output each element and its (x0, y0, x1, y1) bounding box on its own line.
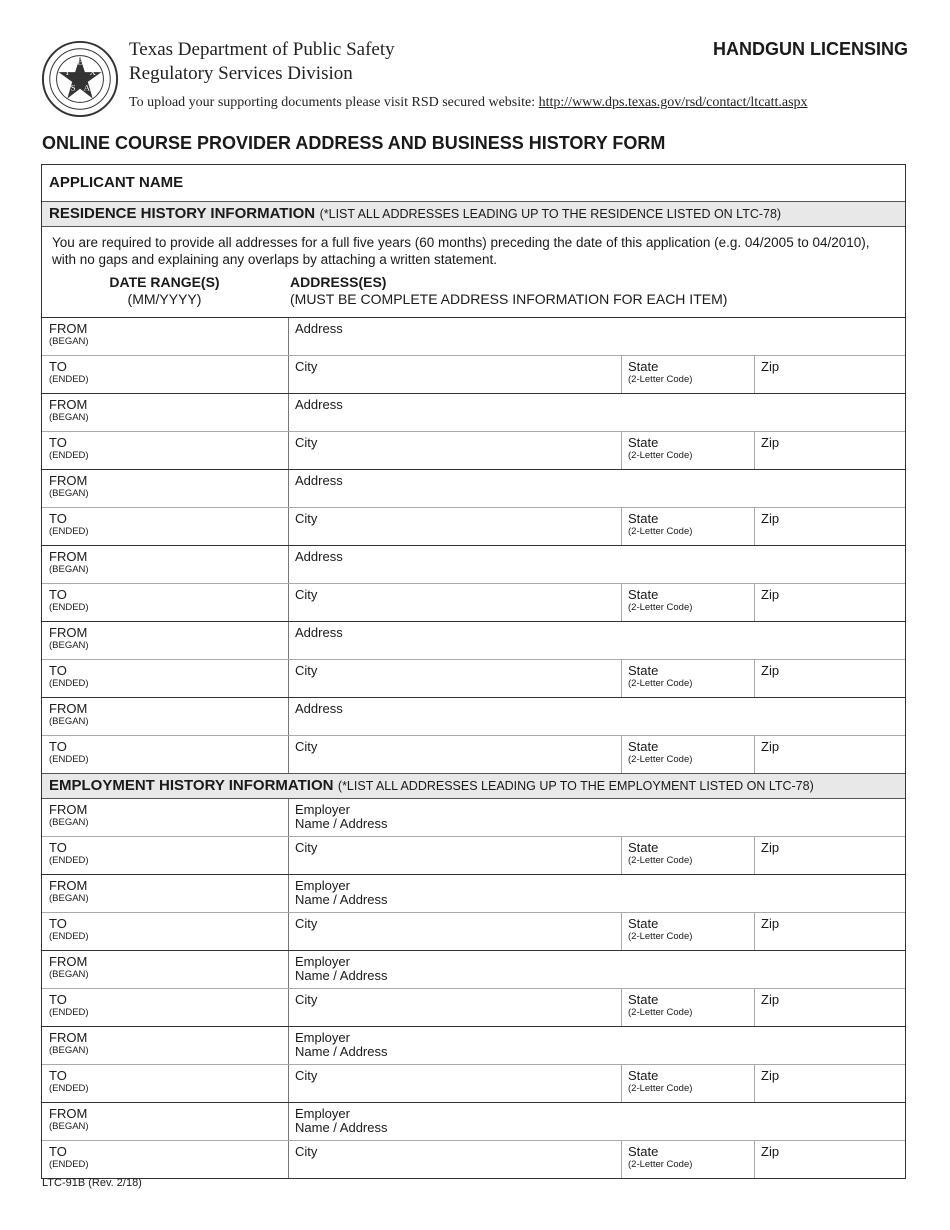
to-row (42, 913, 905, 951)
state-field[interactable] (622, 913, 755, 950)
state-label: State (628, 840, 659, 855)
svg-text:E: E (77, 56, 83, 67)
address-label: Address (295, 625, 343, 640)
employment-rows (42, 799, 905, 1178)
employer-sublabel: Name / Address (295, 1044, 388, 1059)
to-label: TO (49, 916, 67, 931)
state-sublabel: (2-Letter Code) (628, 374, 693, 385)
employer-sublabel: Name / Address (295, 968, 388, 983)
to-sublabel: (ENDED) (49, 1007, 89, 1018)
to-row (42, 736, 905, 774)
city-label: City (295, 435, 318, 450)
employer-field[interactable] (289, 1027, 905, 1064)
employer-label: Employer (295, 1106, 350, 1121)
state-sublabel: (2-Letter Code) (628, 1159, 693, 1170)
employer-field[interactable] (289, 1103, 905, 1140)
history-form (41, 164, 906, 1179)
from-date-field[interactable] (42, 951, 289, 988)
agency-line-1: Texas Department of Public Safety (129, 39, 395, 60)
employer-sublabel: Name / Address (295, 816, 388, 831)
state-sublabel: (2-Letter Code) (628, 1083, 693, 1094)
city-label: City (295, 992, 318, 1007)
zip-label: Zip (761, 916, 780, 931)
to-sublabel: (ENDED) (49, 374, 89, 385)
state-label: State (628, 587, 659, 602)
to-row (42, 508, 905, 546)
employer-label: Employer (295, 878, 350, 893)
city-label: City (295, 1144, 318, 1159)
employer-sublabel: Name / Address (295, 892, 388, 907)
agency-name (129, 38, 395, 86)
from-sublabel: (BEGAN) (49, 969, 89, 980)
from-date-field[interactable] (42, 470, 289, 507)
from-row (42, 1027, 905, 1065)
residence-heading: RESIDENCE HISTORY INFORMATION (49, 205, 316, 222)
from-date-field[interactable] (42, 698, 289, 735)
zip-field[interactable] (755, 989, 905, 1026)
city-label: City (295, 840, 318, 855)
city-label: City (295, 739, 318, 754)
to-date-field[interactable] (42, 989, 289, 1026)
upload-text: To upload your supporting documents please visit RSD secured website: (129, 95, 539, 110)
zip-label: Zip (761, 359, 780, 374)
employment-heading: EMPLOYMENT HISTORY INFORMATION (49, 777, 334, 794)
to-sublabel: (ENDED) (49, 1083, 89, 1094)
from-label: FROM (49, 878, 88, 893)
zip-field[interactable] (755, 913, 905, 950)
to-row (42, 356, 905, 394)
column-headers (42, 269, 905, 318)
address-field[interactable] (289, 546, 905, 583)
from-date-field[interactable] (42, 1103, 289, 1140)
zip-label: Zip (761, 663, 780, 678)
state-label: State (628, 1068, 659, 1083)
city-label: City (295, 587, 318, 602)
residence-rows (42, 318, 905, 774)
svg-text:A: A (83, 82, 90, 93)
to-sublabel: (ENDED) (49, 754, 89, 765)
zip-field[interactable] (755, 584, 905, 621)
zip-field[interactable] (755, 432, 905, 469)
residence-section-header (42, 202, 905, 227)
from-date-field[interactable] (42, 875, 289, 912)
to-label: TO (49, 992, 67, 1007)
to-date-field[interactable] (42, 837, 289, 874)
form-title: ONLINE COURSE PROVIDER ADDRESS AND BUSINESS HISTORY FORM (42, 133, 666, 153)
state-label: State (628, 511, 659, 526)
address-label: Address (295, 549, 343, 564)
address-field[interactable] (289, 622, 905, 659)
city-field[interactable] (289, 989, 622, 1026)
from-label: FROM (49, 954, 88, 969)
state-field[interactable] (622, 1065, 755, 1102)
zip-label: Zip (761, 840, 780, 855)
address-label: Address (295, 397, 343, 412)
zip-label: Zip (761, 1144, 780, 1159)
to-sublabel: (ENDED) (49, 602, 89, 613)
state-sublabel: (2-Letter Code) (628, 602, 693, 613)
svg-text:S: S (70, 82, 76, 93)
residence-instructions: You are required to provide all addresses for a full five years (60 months) preceding the date of this application (e.g. 04/2005 to 04/2010), with no gaps and explaining any overlaps by attaching a written statement. (52, 235, 870, 267)
city-label: City (295, 663, 318, 678)
from-label: FROM (49, 397, 88, 412)
employer-label: Employer (295, 1030, 350, 1045)
from-row (42, 394, 905, 432)
from-date-field[interactable] (42, 318, 289, 355)
employer-label: Employer (295, 802, 350, 817)
to-sublabel: (ENDED) (49, 1159, 89, 1170)
to-label: TO (49, 1068, 67, 1083)
city-field[interactable] (289, 913, 622, 950)
address-title: ADDRESS(ES) (290, 274, 387, 290)
from-sublabel: (BEGAN) (49, 488, 89, 499)
residence-note: (*LIST ALL ADDRESSES LEADING UP TO THE RESIDENCE LISTED ON LTC-78) (319, 207, 782, 221)
address-header (290, 274, 727, 308)
address-subtitle: (MUST BE COMPLETE ADDRESS INFORMATION FOR EACH ITEM) (290, 291, 728, 307)
to-row (42, 837, 905, 875)
state-label: State (628, 739, 659, 754)
to-date-field[interactable] (42, 508, 289, 545)
state-label: State (628, 992, 659, 1007)
to-sublabel: (ENDED) (49, 855, 89, 866)
city-field[interactable] (289, 1141, 622, 1178)
state-label: State (628, 916, 659, 931)
from-label: FROM (49, 473, 88, 488)
zip-label: Zip (761, 435, 780, 450)
from-label: FROM (49, 549, 88, 564)
zip-label: Zip (761, 1068, 780, 1083)
city-label: City (295, 916, 318, 931)
from-sublabel: (BEGAN) (49, 817, 89, 828)
from-date-field[interactable] (42, 622, 289, 659)
state-label: State (628, 1144, 659, 1159)
zip-label: Zip (761, 587, 780, 602)
to-date-field[interactable] (42, 1141, 289, 1178)
employer-label: Employer (295, 954, 350, 969)
city-label: City (295, 1068, 318, 1083)
from-label: FROM (49, 802, 88, 817)
from-sublabel: (BEGAN) (49, 640, 89, 651)
address-label: Address (295, 321, 343, 336)
from-sublabel: (BEGAN) (49, 1121, 89, 1132)
state-field[interactable] (622, 837, 755, 874)
to-label: TO (49, 587, 67, 602)
zip-field[interactable] (755, 660, 905, 697)
program-title: HANDGUN LICENSING (712, 39, 908, 59)
city-field[interactable] (289, 508, 622, 545)
employer-field[interactable] (289, 875, 905, 912)
state-field[interactable] (622, 736, 755, 773)
zip-field[interactable] (755, 508, 905, 545)
to-row (42, 584, 905, 622)
from-sublabel: (BEGAN) (49, 1045, 89, 1056)
state-sublabel: (2-Letter Code) (628, 754, 693, 765)
state-field[interactable] (622, 989, 755, 1026)
state-sublabel: (2-Letter Code) (628, 931, 693, 942)
city-field[interactable] (289, 837, 622, 874)
from-date-field[interactable] (42, 394, 289, 431)
state-sublabel: (2-Letter Code) (628, 450, 693, 461)
zip-field[interactable] (755, 736, 905, 773)
city-field[interactable] (289, 432, 622, 469)
state-field[interactable] (622, 660, 755, 697)
to-sublabel: (ENDED) (49, 450, 89, 461)
to-label: TO (49, 435, 67, 450)
agency-line-2: Regulatory Services Division (129, 63, 353, 84)
from-row (42, 951, 905, 989)
employer-sublabel: Name / Address (295, 1120, 388, 1135)
from-label: FROM (49, 1030, 88, 1045)
to-label: TO (49, 840, 67, 855)
zip-label: Zip (761, 511, 780, 526)
to-date-field[interactable] (42, 736, 289, 773)
form-revision: LTC-91B (Rev. 2/18) (42, 1177, 142, 1189)
applicant-name-field[interactable]: APPLICANT NAME (42, 165, 905, 202)
from-date-field[interactable] (42, 546, 289, 583)
svg-text:T: T (64, 67, 71, 78)
from-row (42, 698, 905, 736)
from-row (42, 470, 905, 508)
to-row (42, 1141, 905, 1178)
date-range-header (42, 274, 287, 308)
to-sublabel: (ENDED) (49, 931, 89, 942)
state-field[interactable] (622, 1141, 755, 1178)
zip-field[interactable] (755, 837, 905, 874)
date-range-title: DATE RANGE(S) (109, 274, 220, 290)
zip-field[interactable] (755, 1141, 905, 1178)
city-field[interactable] (289, 660, 622, 697)
from-sublabel: (BEGAN) (49, 412, 89, 423)
state-label: State (628, 359, 659, 374)
to-row (42, 1065, 905, 1103)
from-row (42, 799, 905, 837)
from-row (42, 318, 905, 356)
zip-label: Zip (761, 739, 780, 754)
state-field[interactable] (622, 508, 755, 545)
state-sublabel: (2-Letter Code) (628, 855, 693, 866)
to-sublabel: (ENDED) (49, 678, 89, 689)
city-label: City (295, 511, 318, 526)
state-field[interactable] (622, 432, 755, 469)
employment-section-header (42, 774, 905, 799)
to-date-field[interactable] (42, 1065, 289, 1102)
from-label: FROM (49, 1106, 88, 1121)
city-field[interactable] (289, 584, 622, 621)
address-label: Address (295, 473, 343, 488)
address-field[interactable] (289, 394, 905, 431)
dps-seal-icon (41, 40, 119, 118)
state-sublabel: (2-Letter Code) (628, 1007, 693, 1018)
to-date-field[interactable] (42, 660, 289, 697)
employer-field[interactable] (289, 799, 905, 836)
zip-field[interactable] (755, 1065, 905, 1102)
from-row (42, 1103, 905, 1141)
from-row (42, 875, 905, 913)
upload-instructions (129, 95, 808, 111)
from-row (42, 622, 905, 660)
address-field[interactable] (289, 318, 905, 355)
to-row (42, 432, 905, 470)
state-sublabel: (2-Letter Code) (628, 526, 693, 537)
address-label: Address (295, 701, 343, 716)
to-label: TO (49, 1144, 67, 1159)
from-sublabel: (BEGAN) (49, 716, 89, 727)
to-date-field[interactable] (42, 584, 289, 621)
city-label: City (295, 359, 318, 374)
from-label: FROM (49, 701, 88, 716)
to-sublabel: (ENDED) (49, 526, 89, 537)
from-label: FROM (49, 625, 88, 640)
employment-note: (*LIST ALL ADDRESSES LEADING UP TO THE EMPLOYMENT LISTED ON LTC-78) (337, 779, 814, 793)
zip-label: Zip (761, 992, 780, 1007)
to-row (42, 989, 905, 1027)
to-label: TO (49, 739, 67, 754)
to-date-field[interactable] (42, 432, 289, 469)
state-label: State (628, 663, 659, 678)
city-field[interactable] (289, 1065, 622, 1102)
from-row (42, 546, 905, 584)
from-sublabel: (BEGAN) (49, 893, 89, 904)
employer-field[interactable] (289, 951, 905, 988)
from-date-field[interactable] (42, 799, 289, 836)
from-sublabel: (BEGAN) (49, 564, 89, 575)
zip-field[interactable] (755, 356, 905, 393)
state-sublabel: (2-Letter Code) (628, 678, 693, 689)
date-range-format: (MM/YYYY) (127, 291, 202, 307)
to-date-field[interactable] (42, 913, 289, 950)
address-field[interactable] (289, 698, 905, 735)
city-field[interactable] (289, 736, 622, 773)
from-sublabel: (BEGAN) (49, 336, 89, 347)
state-label: State (628, 435, 659, 450)
to-label: TO (49, 663, 67, 678)
to-label: TO (49, 511, 67, 526)
svg-text:X: X (89, 67, 96, 78)
state-field[interactable] (622, 356, 755, 393)
to-date-field[interactable] (42, 356, 289, 393)
to-label: TO (49, 359, 67, 374)
city-field[interactable] (289, 356, 622, 393)
address-field[interactable] (289, 470, 905, 507)
from-date-field[interactable] (42, 1027, 289, 1064)
upload-link[interactable]: http://www.dps.texas.gov/rsd/contact/ltcatt.aspx (538, 95, 808, 110)
state-field[interactable] (622, 584, 755, 621)
to-row (42, 660, 905, 698)
from-label: FROM (49, 321, 88, 336)
